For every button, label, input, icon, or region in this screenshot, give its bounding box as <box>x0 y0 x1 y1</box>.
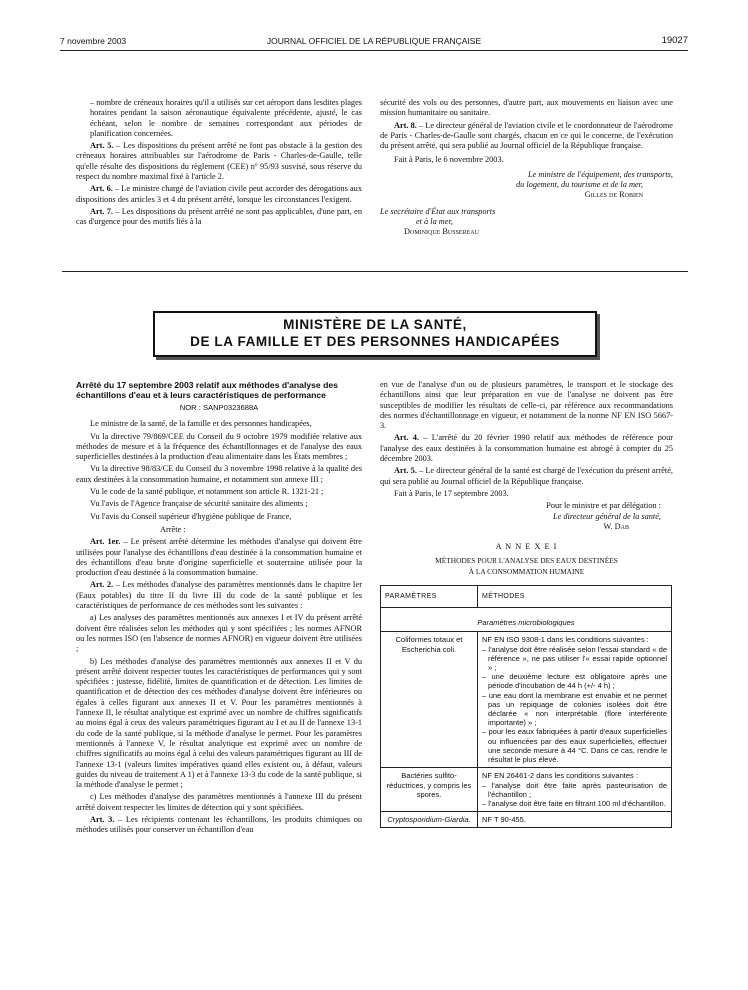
paragraph: Art. 6. – Le ministre chargé de l'aviation civile peut accorder des dérogations aux dispositions des articles 3 et 4 du présent arrêté, lorsque les circonstances l'exigent. <box>76 184 362 204</box>
parameter-cell: Coliformes totaux et Escherichia coli. <box>381 632 478 768</box>
signature-name: Dominique Bussereau <box>404 227 479 237</box>
paragraph: Art. 2. – Les méthodes d'analyse des paramètres mentionnés dans le chapitre Ier (Eaux potables) du titre II du livre III du code de la santé publique et les caractéristiques de performance de ces méthodes sont les suivantes : <box>76 580 362 611</box>
paragraph: Art. 7. – Les dispositions du présent arrêté ne sont pas applicables, d'une part, en cas d'urgence pour des motifs liés à la <box>76 206 362 227</box>
paragraph: Art. 1er. – Le présent arrêté détermine les méthodes d'analyse qui doivent être utilisées pour l'analyse des échantillons d'eau destinée à la consommation humaine et des échantillons d'eau brute d'origine superficielle et souterraine utilisée pour la production d'eau destinée à la consommation humaine. <box>76 537 362 578</box>
table-header-row <box>381 586 672 608</box>
paragraph: sécurité des vols ou des personnes, d'autre part, aux mouvements en liaison avec une mission humanitaire ou sanitaire. <box>380 98 673 118</box>
method-bullet: – pour les eaux fabriquées à partir d'eaux superficielles ou influencées par des eaux superficielles, effectuer une seconde mesure à 44 °C. Dans ce cas, rendre le résultat le plus élevé. <box>482 727 667 765</box>
annex-title: A N N E X E I <box>495 542 558 552</box>
table-row <box>381 632 672 768</box>
arrete-left-column <box>76 380 362 838</box>
method-text: NF EN ISO 9308-1 dans les conditions suivantes : <box>482 635 649 645</box>
paragraph: Arrête : <box>160 524 186 534</box>
paragraph: Le ministre de la santé, de la famille et des personnes handicapées, <box>90 419 312 429</box>
signature-name: Gilles de Robien <box>584 190 643 200</box>
method-bullet: – l'analyse doit être réalisée selon l'essai standard « de référence », ne pas utiliser l'« essai rapide optionnel » ; <box>482 644 667 673</box>
paragraph: Vu la directive 98/83/CE du Conseil du 3 novembre 1998 relative à la qualité des eaux destinées à la consommation humaine, et notamment son annexe III ; <box>76 464 362 484</box>
nor-reference: NOR : SANP0323688A <box>179 403 259 412</box>
header-page-number: 19027 <box>661 35 688 46</box>
top-right-column <box>380 98 673 238</box>
method-text: NF T 90-455. <box>482 815 526 825</box>
signature-title: Pour le ministre et par délégation : <box>546 501 661 511</box>
table-subheader: Paramètres microbiologiques <box>381 608 672 632</box>
section-rule <box>62 271 688 272</box>
paragraph: Art. 8. – Le directeur général de l'aviation civile et le coordonnateur de l'aérodrome de Paris - Charles-de-Gaulle sont chargés, chacun en ce qui le concerne, de l'exécution du présent arrêté, qui sera publié au Journal officiel de la République française. <box>380 120 673 151</box>
method-cell <box>478 812 672 828</box>
table-row <box>381 768 672 812</box>
paragraph: Art. 4. – L'arrêté du 20 février 1990 relatif aux méthodes de référence pour l'analyse des eaux destinées à la consommation humaine est abrogé à compter du 25 décembre 2003. <box>380 433 673 464</box>
paragraph: a) Les analyses des paramètres mentionnés aux annexes I et IV du présent arrêté doivent être réalisées selon les méthodes qui y sont spécifiées ; les normes AFNOR ou les normes ISO (en l'absence de normes AFNOR) en vigueur doivent être utilisées ; <box>76 613 362 654</box>
paragraph: Vu la directive 79/869/CEE du Conseil du 9 octobre 1979 modifiée relative aux méthodes de mesure et à la fréquence des échantillonnages et de l'analyse des eaux superficielles destinées à la production d'eau alimentaire dans les États membres ; <box>76 431 362 462</box>
header-journal: JOURNAL OFFICIEL DE LA RÉPUBLIQUE FRANÇAISE <box>266 36 482 46</box>
signature-title: et à la mer, <box>416 216 453 226</box>
annex-table <box>380 585 672 828</box>
paragraph: Art. 5. – Le directeur général de la santé est chargé de l'exécution du présent arrêté, qui sera publié au Journal officiel de la République française. <box>380 466 673 486</box>
annex-subtitle: À LA CONSOMMATION HUMAINE <box>468 566 585 576</box>
method-bullet: – l'analyse doit être faite en filtrant 100 ml d'échantillon. <box>482 798 666 808</box>
paragraph: Art. 3. – Les récipients contenant les échantillons, les produits chimiques ou méthodes utilisés pour conserver un échantillon d'eau <box>76 814 362 835</box>
column-header: MÉTHODES <box>478 586 672 608</box>
paragraph: Vu l'avis de l'Agence française de sécurité sanitaire des aliments ; <box>90 499 308 509</box>
parameter-cell: Cryptosporidium-Giardia. <box>381 812 478 828</box>
paragraph: Vu le code de la santé publique, et notamment son article R. 1321-21 ; <box>90 487 324 497</box>
signature-title: Le ministre de l'équipement, des transports, <box>527 169 673 179</box>
header-rule <box>60 50 688 51</box>
paragraph: Fait à Paris, le 17 septembre 2003. <box>394 488 509 498</box>
method-cell <box>478 768 672 812</box>
arrete-title: Arrêté du 17 septembre 2003 relatif aux méthodes d'analyse des échantillons d'eau et à leurs caractéristiques de performance <box>76 380 338 400</box>
header-date: 7 novembre 2003 <box>60 36 127 46</box>
paragraph: en vue de l'analyse d'un ou de plusieurs paramètres, le transport et le stockage des échantillons ainsi que leur préparation en vue de l'analyse ne doivent pas être susceptibles de modifier les résultats de celle-ci, par référence aux recommandations des normes d'échantillonnage en vigueur, et notamment de la norme NF EN ISO 5667-3. <box>380 380 673 431</box>
column-header: PARAMÈTRES <box>381 586 478 608</box>
signature-title: du logement, du tourisme et de la mer, <box>516 180 643 190</box>
paragraph: Art. 5. – Les dispositions du présent arrêté ne font pas obstacle à la gestion des créneaux horaires attribuables sur l'aérodrome de Paris - Charles-de-Gaulle, telle qu'elle résulte des dispositions du règlement (CEE) nº 95/93 susvisé, sous réserve du respect du nombre maximal fixé à l'article 2. <box>76 141 363 182</box>
page-header <box>60 36 688 48</box>
paragraph: Fait à Paris, le 6 novembre 2003. <box>394 155 504 165</box>
signature-title: Le secrétaire d'État aux transports <box>380 206 496 216</box>
signature-name: W. Dab <box>603 521 629 531</box>
annex-subtitle: MÉTHODES POUR L'ANALYSE DES EAUX DESTINÉES <box>435 556 618 566</box>
method-bullet: – une eau dont la membrane est envahie et ne permet pas un repiquage de colonies isolées doit être déclarée « non interprétable (flore interférente importante) » ; <box>482 690 667 728</box>
paragraph: c) Les méthodes d'analyse des paramètres mentionnés à l'annexe III du présent arrêté doivent respecter les limites de détection qui y sont spécifiées. <box>76 792 362 812</box>
banner-line: MINISTÈRE DE LA SANTÉ, <box>283 317 467 332</box>
parameter-cell: Bactéries sulfito-réductrices, y compris les spores. <box>381 768 478 812</box>
table-subheader-row <box>381 608 672 632</box>
method-bullet: – l'analyse doit être faite après pasteurisation de l'échantillon ; <box>482 780 667 799</box>
banner-line: DE LA FAMILLE ET DES PERSONNES HANDICAPÉES <box>190 334 560 349</box>
method-text: NF EN 26461-2 dans les conditions suivantes : <box>482 771 638 781</box>
top-left-column <box>76 98 362 230</box>
paragraph: b) Les méthodes d'analyse des paramètres mentionnés aux annexes II et V du présent arrêté doivent respecter toutes les caractéristiques de performances qui y sont spécifiées : justesse, fidélité, limites de quantification et de détection. Les limites de quantification et de détection des ces méthodes d'analyse doivent être inférieures ou égales à celles figurant aux annexes II et V. Pour les paramètres mentionnés à l'annexe II, le résultat analytique est exprimé avec un nombre de chiffres significatifs au moins égal à ceux des valeurs paramétriques figurant au I et au II de l'annexe 13-1 du code de la santé publique, si la méthode d'analyse le permet. Pour les paramètres mentionnés à l'annexe V, le résultat analytique est exprimé avec un nombre de chiffres significatifs au moins égal à celui des valeurs paramétriques figurant au III de l'annexe 13-1 (valeurs limites impératives quand elles existent ou, à défaut, valeurs guides du niveau de traitement A 1) et à l'annexe 13-3 du code de la santé publique, si la méthode d'analyse le permet ; <box>76 656 362 790</box>
method-cell <box>478 632 672 768</box>
paragraph: Vu l'avis du Conseil supérieur d'hygiène publique de France, <box>90 511 292 521</box>
ministry-banner <box>153 311 597 357</box>
signature-title: Le directeur général de la santé, <box>553 511 661 521</box>
table-row <box>381 812 672 828</box>
arrete-right-column <box>380 380 673 828</box>
paragraph: – nombre de créneaux horaires qu'il a utilisés sur cet aéroport dans lesdites plages horaires pendant la saison aéronautique équivalente précédente, ajusté, le cas échéant, selon le nombre de semaines correspondant aux périodes de planification concernées. <box>90 98 362 138</box>
method-bullet: – une deuxième lecture est obligatoire après une période d'incubation de 44 h (+/- 4 h) ; <box>482 672 667 691</box>
